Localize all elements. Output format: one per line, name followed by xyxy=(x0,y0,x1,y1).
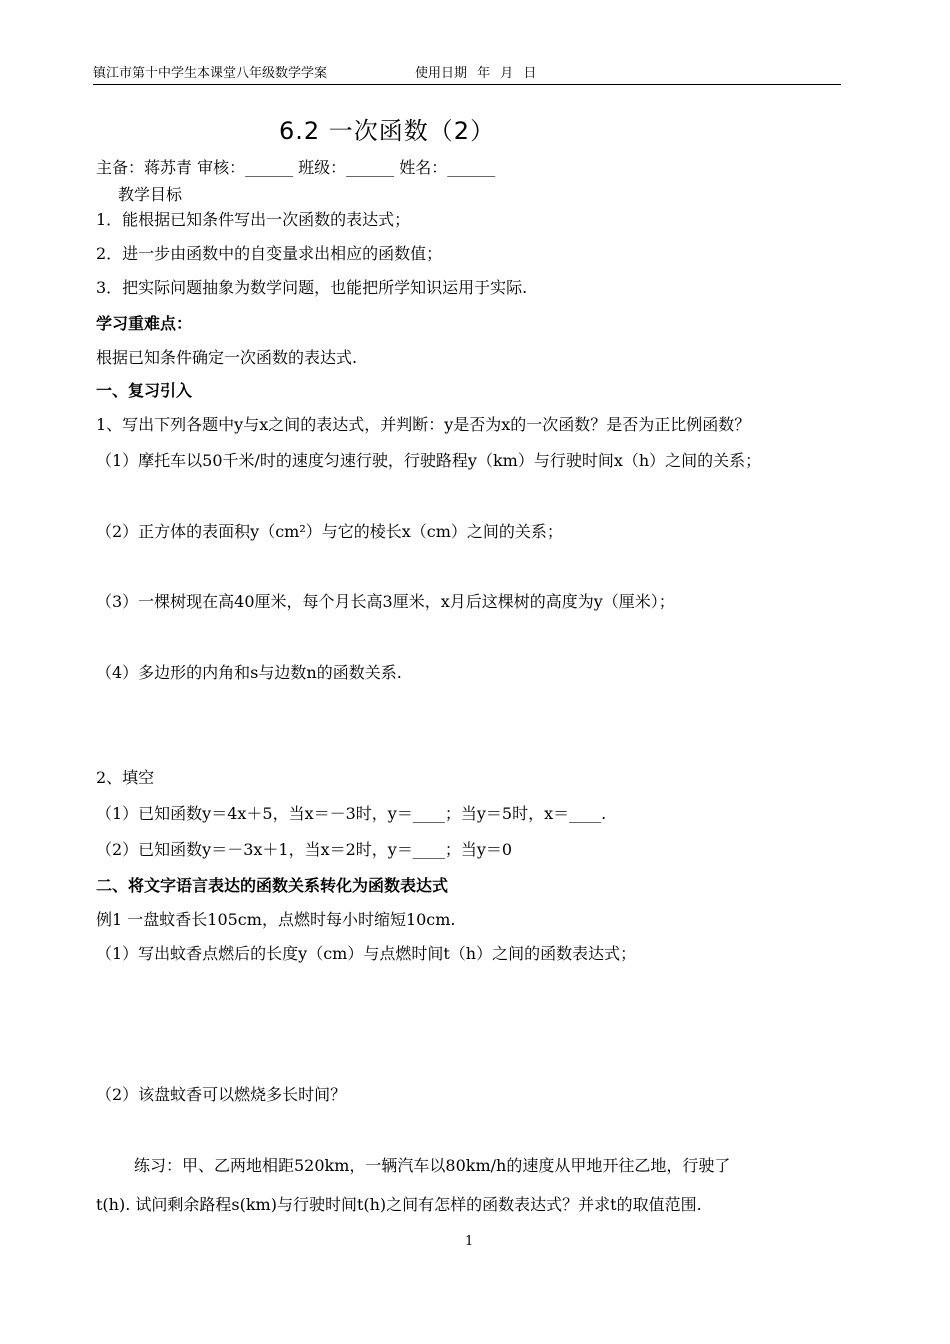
practice-line-2: t(h). 试问剩余路程s(km)与行驶时间t(h)之间有怎样的函数表达式？并求t的取值范围. xyxy=(96,1195,702,1214)
practice-line-1: 练习：甲、乙两地相距520km，一辆汽车以80km/h的速度从甲地开往乙地，行驶了 xyxy=(134,1156,731,1175)
keypoints-heading: 学习重难点： xyxy=(96,314,193,333)
page-number: 1 xyxy=(465,1234,474,1249)
question-1-item-2: （2）正方体的表面积y（cm²）与它的棱长x（cm）之间的关系； xyxy=(96,522,563,541)
page-header xyxy=(93,66,841,85)
objective-3: 3．把实际问题抽象为数学问题，也能把所学知识运用于实际. xyxy=(96,278,528,297)
page-title: 6.2 一次函数（2） xyxy=(279,117,496,145)
example-1-item-1: （1）写出蚊香点燃后的长度y（cm）与点燃时间t（h）之间的函数表达式； xyxy=(96,944,637,963)
question-2: 2、填空 xyxy=(96,768,155,787)
header-school: 镇江市第十中学生本课堂八年级数学学案 xyxy=(93,66,328,81)
objective-2: 2．进一步由函数中的自变量求出相应的函数值； xyxy=(96,244,443,263)
question-2-item-1: （1）已知函数y＝4x＋5，当x＝－3时，y＝____；当y＝5时，x＝____. xyxy=(96,804,607,823)
header-date: 使用日期 年 月 日 xyxy=(415,66,537,81)
example-1-item-2: （2）该盘蚊香可以燃烧多长时间？ xyxy=(96,1085,347,1104)
question-1-item-3: （3）一棵树现在高40厘米，每个月长高3厘米，x月后这棵树的高度为y（厘米）； xyxy=(96,592,675,611)
objectives-heading: 教学目标 xyxy=(118,185,183,204)
question-1-item-1: （1）摩托车以50千米/时的速度匀速行驶，行驶路程y（km）与行驶时间x（h）之间的关系； xyxy=(96,451,762,470)
question-1: 1、写出下列各题中y与x之间的表达式，并判断：y是否为x的一次函数？是否为正比例函数？ xyxy=(96,415,751,434)
section2-heading: 二、将文字语言表达的函数关系转化为函数表达式 xyxy=(96,876,449,895)
section1-heading: 一、复习引入 xyxy=(96,381,193,400)
question-2-item-2: （2）已知函数y＝－3x＋1，当x＝2时，y＝____；当y＝0 xyxy=(96,840,513,859)
objective-1: 1．能根据已知条件写出一次函数的表达式； xyxy=(96,210,411,229)
question-1-item-4: （4）多边形的内角和s与边数n的函数关系. xyxy=(96,663,402,682)
keypoints-text: 根据已知条件确定一次函数的表达式. xyxy=(96,348,358,367)
example-1: 例1 一盘蚊香长105cm，点燃时每小时缩短10cm. xyxy=(96,910,456,929)
meta-line: 主备：蒋苏青 审核：______ 班级：______ 姓名：______ xyxy=(96,158,496,177)
